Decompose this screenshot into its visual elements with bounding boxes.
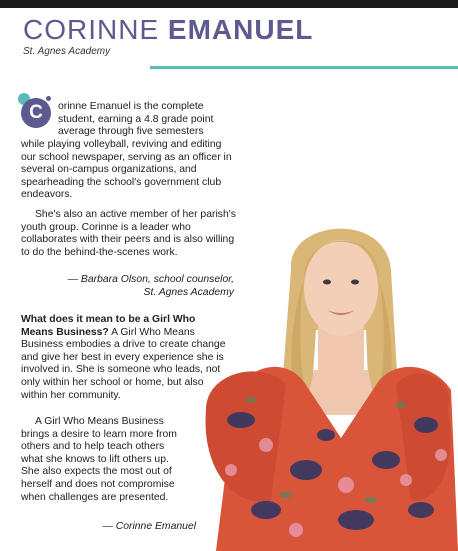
quote-line-1: — Barbara Olson, school counselor, — [67, 274, 234, 285]
bio-intro — [58, 101, 243, 139]
last-name: EMANUEL — [167, 14, 314, 45]
purple-dot — [46, 96, 51, 101]
answer-text-2: A Girl Who Means Business brings a desire to learn more from others and to help teach others what she knows to lift others up. She also expects the most out of herself and does not compromise when challenges are presented. — [21, 416, 177, 503]
answer-text-1: A Girl Who Means Business embodies a drive to create change and give her best in every experience she is involved in. She is someone who leads, not only within her school or home, but also within her community. — [21, 326, 226, 401]
bio-paragraph-2-text: She's also an active member of her parish's youth group. Corinne is a leader who collaborates with their peers and is also willing to do the behind-the-scenes work. — [21, 209, 236, 258]
signature: — Corinne Emanuel — [102, 521, 196, 532]
question-text: What does it mean to be a Girl Who Means Business? — [21, 314, 196, 338]
dropcap-badge — [18, 93, 56, 131]
portrait-photo — [196, 210, 458, 551]
bio-line-3: average through five semesters — [58, 126, 204, 138]
portrait-illustration — [196, 210, 458, 551]
bio-intro-rest: while playing volleyball, reviving and editing our school newspaper, serving as an officer in several on-campus organizations, and spearheading the school's government club endeavors. — [21, 139, 232, 201]
divider-rule — [150, 66, 458, 69]
answer-paragraph-2 — [21, 416, 186, 504]
quote-line-2: St. Agnes Academy — [143, 286, 234, 298]
dropcap-letter: C — [21, 98, 51, 128]
top-bar — [0, 0, 458, 8]
school-name: St. Agnes Academy — [23, 46, 111, 57]
bio-line-2: student, earning a 4.8 grade point — [58, 113, 214, 125]
first-name: CORINNE — [23, 14, 160, 45]
bio-line-1: orinne Emanuel is the complete — [58, 101, 204, 112]
page-title — [23, 14, 313, 46]
